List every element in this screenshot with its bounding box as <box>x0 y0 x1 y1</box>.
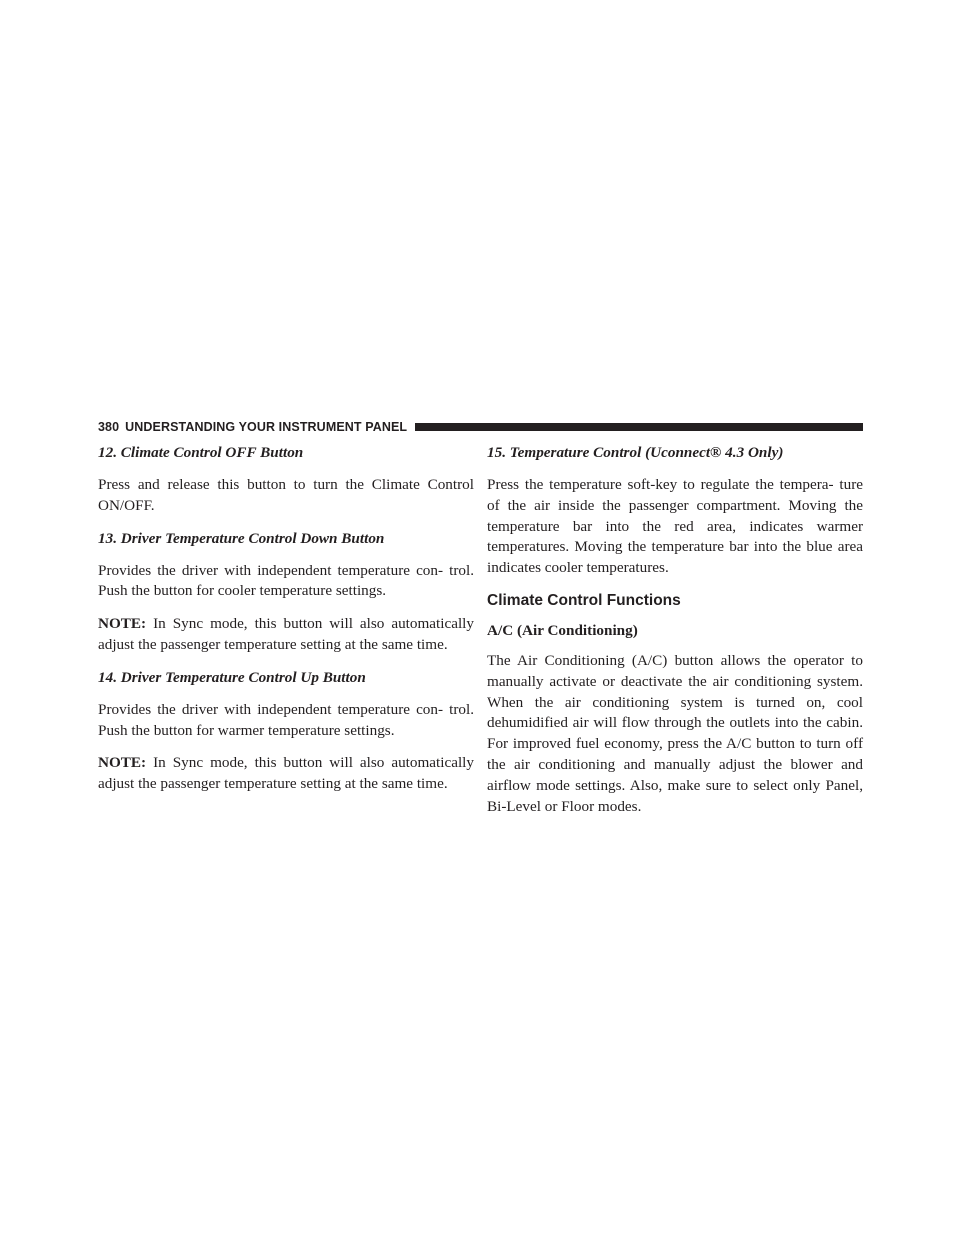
item-14-heading: 14. Driver Temperature Control Up Button <box>98 668 366 686</box>
page-header <box>98 418 863 436</box>
ac-text: The Air Conditioning (A/C) button allows the operator to manually activate or deactivate the air conditioning system. When the air conditioning system is turned on, cool dehumidified air will flow through the outlets into the cabin. For improved fuel economy, press the A/C button to turn off the air conditioning and manually adjust the blower and airflow mode settings. Also, make sure to select only Panel, Bi-Level or Floor modes. <box>487 651 863 815</box>
item-12-heading: 12. Climate Control OFF Button <box>98 444 304 461</box>
note-text: In Sync mode, this button will also automatically adjust the passenger temperature setting at the same time. <box>98 754 474 793</box>
note-text: In Sync mode, this button will also automatically adjust the passenger temperature setting at the same time. <box>98 615 474 653</box>
left-column <box>98 443 474 807</box>
item-14-text: Provides the driver with independent temperature con- trol. Push the button for warmer temperature settings. <box>98 700 474 739</box>
page-number: 380 <box>98 420 120 434</box>
ac-heading: A/C (Air Conditioning) <box>487 621 638 639</box>
running-title: UNDERSTANDING YOUR INSTRUMENT PANEL <box>125 420 408 434</box>
item-13-note <box>98 614 474 656</box>
right-column <box>487 443 863 829</box>
section-title: Climate Control Functions <box>487 591 681 609</box>
item-15-heading: 15. Temperature Control (Uconnect® 4.3 Only) <box>487 444 784 461</box>
item-12-text: Press and release this button to turn the Climate Control ON/OFF. <box>98 476 474 514</box>
item-13-heading: 13. Driver Temperature Control Down Button <box>98 529 385 547</box>
note-label: NOTE: <box>98 615 147 633</box>
item-15-text: Press the temperature soft-key to regulate the tempera- ture of the air inside the passenger compartment. Moving the temperature bar into the red area, indicates warmer temperatures. Moving the temperature bar into the blue area indicates cooler temperatures. <box>487 476 863 577</box>
header-rule <box>415 423 863 431</box>
item-14-note <box>98 753 474 795</box>
item-13-text: Provides the driver with independent temperature con- trol. Push the button for cooler temperature settings. <box>98 561 474 600</box>
note-label: NOTE: <box>98 754 147 772</box>
